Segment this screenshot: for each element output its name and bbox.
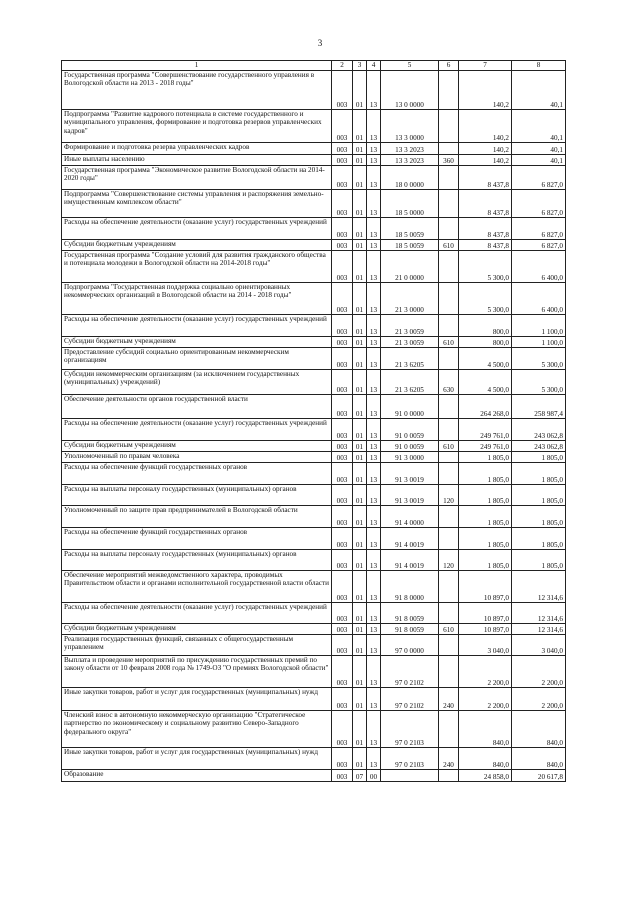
row-value-cell: 1 805,0 [459,506,512,528]
row-value-cell: 91 3 0000 [381,452,439,463]
row-name-cell: Уполномоченный по правам человека [62,452,332,463]
row-name-cell: Уполномоченный по защите прав предпринимателей в Вологодской области [62,506,332,528]
row-value-cell: 1 805,0 [459,550,512,571]
row-value-cell: 2 200,0 [512,656,566,688]
row-value-cell: 40,1 [512,110,566,143]
row-value-cell: 140,2 [459,71,512,110]
row-name-cell: Подпрограмма "Развитие кадрового потенциала в системе государственного и муниципального управления, формирование и подготовка резервов управленческих кадров" [62,110,332,143]
row-value-cell: 21 3 0059 [381,337,439,348]
table-row [62,315,566,337]
row-value-cell: 1 805,0 [512,463,566,485]
table-row [62,463,566,485]
row-name-cell: Субсидии бюджетным учреждениям [62,624,332,635]
row-value-cell: 13 [367,370,381,395]
row-value-cell: 13 [367,603,381,624]
row-value-cell: 01 [353,571,367,603]
row-value-cell: 01 [353,688,367,711]
table-row [62,571,566,603]
row-value-cell: 13 [367,240,381,251]
row-value-cell: 4 500,0 [459,348,512,370]
row-value-cell: 13 [367,348,381,370]
row-value-cell: 243 062,8 [512,441,566,452]
row-value-cell: 01 [353,218,367,240]
row-name-cell: Формирование и подготовка резерва управленческих кадров [62,143,332,155]
row-value-cell: 003 [332,748,353,770]
table-row [62,748,566,770]
row-value-cell: 1 805,0 [459,485,512,506]
row-name-cell: Образование [62,770,332,782]
row-value-cell: 01 [353,441,367,452]
row-value-cell: 01 [353,656,367,688]
row-value-cell: 12 314,6 [512,624,566,635]
row-value-cell: 01 [353,251,367,283]
row-value-cell: 01 [353,337,367,348]
row-value-cell: 140,2 [459,155,512,166]
table-row [62,395,566,419]
row-name-cell: Субсидии бюджетным учреждениям [62,240,332,251]
row-value-cell: 91 8 0059 [381,624,439,635]
row-value-cell: 840,0 [512,748,566,770]
row-value-cell: 13 0 0000 [381,71,439,110]
table-row [62,218,566,240]
row-value-cell: 20 617,8 [512,770,566,782]
table-row [62,143,566,155]
row-name-cell: Иные закупки товаров, работ и услуг для государственных (муниципальных) нужд [62,748,332,770]
row-name-cell: Иные выплаты населению [62,155,332,166]
row-value-cell: 840,0 [459,748,512,770]
row-value-cell: 01 [353,711,367,748]
row-value-cell: 630 [439,370,459,395]
table-row [62,528,566,550]
row-name-cell: Расходы на обеспечение функций государственных органов [62,463,332,485]
row-value-cell: 264 268,0 [459,395,512,419]
row-value-cell: 13 [367,71,381,110]
table-row [62,71,566,110]
row-value-cell: 01 [353,452,367,463]
row-value-cell: 1 805,0 [459,463,512,485]
row-value-cell [439,419,459,441]
row-value-cell: 1 805,0 [512,485,566,506]
table-row [62,452,566,463]
row-value-cell: 1 805,0 [459,452,512,463]
table-row [62,337,566,348]
row-value-cell: 003 [332,190,353,218]
row-value-cell: 01 [353,370,367,395]
row-value-cell: 91 3 0019 [381,463,439,485]
row-value-cell: 003 [332,688,353,711]
table-row [62,166,566,190]
row-value-cell: 00 [367,770,381,782]
row-value-cell: 91 4 0019 [381,528,439,550]
row-value-cell: 6 827,0 [512,166,566,190]
table-row [62,251,566,283]
row-value-cell [439,110,459,143]
row-value-cell: 18 5 0000 [381,190,439,218]
row-value-cell: 13 [367,688,381,711]
row-value-cell: 21 3 0059 [381,315,439,337]
row-value-cell: 003 [332,395,353,419]
table-row [62,485,566,506]
row-name-cell: Предоставление субсидий социально ориентированным некоммерческим организациям [62,348,332,370]
row-value-cell: 13 3 0000 [381,110,439,143]
row-value-cell: 13 3 2023 [381,143,439,155]
row-value-cell: 003 [332,143,353,155]
row-value-cell: 13 [367,395,381,419]
header-cell: 4 [367,61,381,71]
row-value-cell: 01 [353,395,367,419]
row-value-cell: 91 0 0059 [381,441,439,452]
row-value-cell: 13 [367,315,381,337]
row-name-cell: Выплата и проведение мероприятий по присуждению государственных премий по закону области от 10 февраля 2008 года № 1749-ОЗ "О премиях Вологодской области" [62,656,332,688]
row-value-cell: 003 [332,463,353,485]
row-value-cell: 243 062,8 [512,419,566,441]
row-value-cell: 10 897,0 [459,624,512,635]
row-value-cell: 2 200,0 [512,688,566,711]
row-value-cell: 01 [353,240,367,251]
row-value-cell: 91 3 0019 [381,485,439,506]
row-value-cell: 91 8 0059 [381,603,439,624]
row-value-cell: 3 040,0 [459,635,512,656]
table-row [62,635,566,656]
table-row [62,155,566,166]
row-value-cell: 003 [332,711,353,748]
row-value-cell: 5 300,0 [459,283,512,315]
row-value-cell: 13 [367,110,381,143]
row-value-cell: 5 300,0 [512,348,566,370]
row-value-cell: 800,0 [459,315,512,337]
row-value-cell: 249 761,0 [459,441,512,452]
row-value-cell: 13 [367,571,381,603]
row-value-cell: 13 [367,283,381,315]
row-value-cell: 97 0 2102 [381,688,439,711]
row-name-cell: Субсидии бюджетным учреждениям [62,441,332,452]
row-value-cell: 003 [332,635,353,656]
row-value-cell: 840,0 [512,711,566,748]
table-row [62,624,566,635]
page-number: 3 [317,38,323,48]
row-value-cell: 003 [332,337,353,348]
row-value-cell: 120 [439,550,459,571]
row-name-cell: Расходы на обеспечение деятельности (оказание услуг) государственных учреждений [62,218,332,240]
row-value-cell [381,770,439,782]
row-name-cell: Членский взнос в автономную некоммерческую организацию "Стратегическое партнерство по экономическому и социальному развитию Северо-Западного федерального округа" [62,711,332,748]
table-row [62,550,566,571]
row-value-cell [439,528,459,550]
row-value-cell: 13 [367,485,381,506]
row-value-cell: 003 [332,315,353,337]
header-cell: 3 [353,61,367,71]
row-name-cell: Государственная программа "Создание условий для развития гражданского общества и потенциала молодежи в Вологодской области на 2014-2018 годы" [62,251,332,283]
row-value-cell: 13 [367,550,381,571]
row-value-cell: 13 [367,463,381,485]
row-value-cell: 003 [332,283,353,315]
row-value-cell [439,166,459,190]
row-value-cell [439,218,459,240]
row-value-cell: 01 [353,624,367,635]
row-value-cell: 13 [367,748,381,770]
budget-table [61,60,566,782]
row-value-cell: 6 827,0 [512,190,566,218]
row-value-cell: 6 400,0 [512,251,566,283]
row-value-cell: 13 [367,166,381,190]
row-value-cell: 3 040,0 [512,635,566,656]
row-name-cell: Иные закупки товаров, работ и услуг для государственных (муниципальных) нужд [62,688,332,711]
table-row [62,711,566,748]
table-row [62,283,566,315]
row-value-cell: 2 200,0 [459,688,512,711]
row-value-cell: 003 [332,441,353,452]
row-value-cell: 01 [353,71,367,110]
table-row [62,190,566,218]
row-value-cell: 01 [353,283,367,315]
row-value-cell: 4 500,0 [459,370,512,395]
row-value-cell [439,656,459,688]
table-row [62,603,566,624]
row-value-cell: 01 [353,485,367,506]
row-value-cell: 13 [367,143,381,155]
row-value-cell: 003 [332,603,353,624]
row-value-cell: 13 3 2023 [381,155,439,166]
row-value-cell [439,635,459,656]
row-name-cell: Реализация государственных функций, связанных с общегосударственным управлением [62,635,332,656]
row-value-cell: 13 [367,656,381,688]
row-value-cell: 003 [332,452,353,463]
row-value-cell: 07 [353,770,367,782]
row-name-cell: Расходы на обеспечение деятельности (оказание услуг) государственных учреждений [62,603,332,624]
row-value-cell: 13 [367,506,381,528]
row-value-cell: 97 0 2103 [381,748,439,770]
row-value-cell [439,71,459,110]
row-value-cell: 5 300,0 [459,251,512,283]
row-value-cell: 18 5 0059 [381,240,439,251]
row-value-cell: 1 805,0 [512,506,566,528]
row-value-cell: 97 0 2103 [381,711,439,748]
row-value-cell [439,571,459,603]
table-row [62,688,566,711]
row-value-cell: 13 [367,635,381,656]
row-value-cell: 240 [439,748,459,770]
row-value-cell: 91 4 0000 [381,506,439,528]
row-name-cell: Государственная программа "Экономическое развитие Вологодской области на 2014-2020 годы" [62,166,332,190]
row-value-cell: 01 [353,166,367,190]
row-value-cell: 91 0 0059 [381,419,439,441]
row-name-cell: Субсидии некоммерческим организациям (за исключением государственных (муниципальных) учреждений) [62,370,332,395]
header-cell: 8 [512,61,566,71]
row-value-cell: 249 761,0 [459,419,512,441]
row-name-cell: Подпрограмма "Совершенствование системы управления и распоряжения земельно-имущественным комплексом области" [62,190,332,218]
row-value-cell: 360 [439,155,459,166]
row-value-cell: 01 [353,550,367,571]
row-value-cell: 003 [332,155,353,166]
row-value-cell: 6 827,0 [512,218,566,240]
row-value-cell: 40,1 [512,143,566,155]
row-value-cell: 13 [367,419,381,441]
row-value-cell: 01 [353,110,367,143]
row-value-cell: 01 [353,635,367,656]
row-value-cell: 8 437,8 [459,240,512,251]
row-value-cell: 8 437,8 [459,166,512,190]
row-value-cell [439,603,459,624]
row-value-cell: 003 [332,656,353,688]
row-value-cell: 10 897,0 [459,571,512,603]
row-value-cell: 01 [353,155,367,166]
row-value-cell [439,463,459,485]
row-value-cell: 01 [353,748,367,770]
row-value-cell: 120 [439,485,459,506]
header-cell: 7 [459,61,512,71]
row-value-cell: 1 805,0 [512,528,566,550]
row-value-cell: 13 [367,251,381,283]
header-cell: 5 [381,61,439,71]
row-value-cell: 1 100,0 [512,315,566,337]
row-value-cell: 003 [332,348,353,370]
row-value-cell [439,506,459,528]
row-name-cell: Обеспечение мероприятий межведомственного характера, проводимых Правительством области и органами исполнительной государственной власти области [62,571,332,603]
row-value-cell: 610 [439,240,459,251]
header-row [62,61,566,71]
row-value-cell: 1 805,0 [459,528,512,550]
row-value-cell: 13 [367,190,381,218]
row-value-cell: 2 200,0 [459,656,512,688]
row-value-cell [439,190,459,218]
row-value-cell: 21 0 0000 [381,251,439,283]
row-value-cell: 840,0 [459,711,512,748]
row-value-cell: 01 [353,190,367,218]
row-value-cell: 24 858,0 [459,770,512,782]
row-value-cell: 1 805,0 [512,550,566,571]
row-value-cell: 003 [332,485,353,506]
row-value-cell: 01 [353,528,367,550]
row-value-cell: 8 437,8 [459,190,512,218]
row-value-cell: 21 3 6205 [381,348,439,370]
row-value-cell: 01 [353,506,367,528]
row-value-cell: 258 987,4 [512,395,566,419]
row-value-cell: 003 [332,166,353,190]
row-value-cell: 01 [353,463,367,485]
row-value-cell: 91 8 0000 [381,571,439,603]
table-row [62,770,566,782]
row-value-cell: 003 [332,624,353,635]
row-value-cell: 003 [332,550,353,571]
table-row [62,110,566,143]
table-row [62,656,566,688]
row-value-cell: 91 4 0019 [381,550,439,571]
header-cell: 1 [62,61,332,71]
header-cell: 6 [439,61,459,71]
row-value-cell: 5 300,0 [512,370,566,395]
row-value-cell: 003 [332,770,353,782]
row-name-cell: Обеспечение деятельности органов государственной власти [62,395,332,419]
row-name-cell: Подпрограмма "Государственная поддержка социально ориентированных некоммерческих организаций в Вологодской области на 2014 - 2018 годы" [62,283,332,315]
row-name-cell: Расходы на выплаты персоналу государственных (муниципальных) органов [62,485,332,506]
row-value-cell: 21 3 6205 [381,370,439,395]
row-value-cell: 003 [332,571,353,603]
row-value-cell: 6 827,0 [512,240,566,251]
row-value-cell: 610 [439,441,459,452]
table-row [62,240,566,251]
row-value-cell: 003 [332,218,353,240]
row-value-cell: 1 100,0 [512,337,566,348]
row-value-cell: 13 [367,624,381,635]
row-value-cell: 21 3 0000 [381,283,439,315]
row-value-cell: 240 [439,688,459,711]
row-value-cell: 13 [367,337,381,348]
row-value-cell: 610 [439,337,459,348]
row-value-cell: 01 [353,603,367,624]
row-value-cell [439,770,459,782]
row-value-cell: 1 805,0 [512,452,566,463]
row-value-cell: 003 [332,370,353,395]
row-value-cell: 18 0 0000 [381,166,439,190]
row-value-cell: 003 [332,419,353,441]
header-cell: 2 [332,61,353,71]
row-value-cell: 40,1 [512,155,566,166]
row-value-cell: 01 [353,419,367,441]
table-row [62,348,566,370]
row-value-cell: 610 [439,624,459,635]
row-value-cell: 01 [353,143,367,155]
row-value-cell [439,348,459,370]
row-name-cell: Расходы на обеспечение деятельности (оказание услуг) государственных учреждений [62,419,332,441]
row-value-cell: 13 [367,711,381,748]
row-value-cell: 13 [367,441,381,452]
row-value-cell: 800,0 [459,337,512,348]
row-value-cell [439,143,459,155]
row-value-cell: 10 897,0 [459,603,512,624]
row-value-cell [439,395,459,419]
row-value-cell: 003 [332,110,353,143]
row-value-cell [439,315,459,337]
row-value-cell: 12 314,6 [512,603,566,624]
row-value-cell: 140,2 [459,143,512,155]
row-name-cell: Расходы на выплаты персоналу государственных (муниципальных) органов [62,550,332,571]
table-row [62,370,566,395]
table-row [62,441,566,452]
row-value-cell: 18 5 0059 [381,218,439,240]
row-value-cell: 97 0 2102 [381,656,439,688]
row-value-cell: 13 [367,218,381,240]
row-value-cell: 97 0 0000 [381,635,439,656]
row-value-cell: 13 [367,528,381,550]
row-name-cell: Расходы на обеспечение функций государственных органов [62,528,332,550]
row-value-cell: 12 314,6 [512,571,566,603]
row-value-cell [439,711,459,748]
row-value-cell: 40,1 [512,71,566,110]
row-value-cell: 003 [332,528,353,550]
row-value-cell: 6 400,0 [512,283,566,315]
row-value-cell: 01 [353,348,367,370]
row-value-cell: 003 [332,71,353,110]
row-value-cell [439,251,459,283]
row-value-cell: 140,2 [459,110,512,143]
row-value-cell: 8 437,8 [459,218,512,240]
table-row [62,419,566,441]
row-value-cell: 13 [367,155,381,166]
row-value-cell [439,283,459,315]
row-name-cell: Государственная программа "Совершенствование государственного управления в Вологодской области на 2013 - 2018 годы" [62,71,332,110]
row-name-cell: Субсидии бюджетным учреждениям [62,337,332,348]
row-value-cell [439,452,459,463]
table-row [62,506,566,528]
row-value-cell: 01 [353,315,367,337]
row-value-cell: 91 0 0000 [381,395,439,419]
row-name-cell: Расходы на обеспечение деятельности (оказание услуг) государственных учреждений [62,315,332,337]
row-value-cell: 003 [332,240,353,251]
row-value-cell: 13 [367,452,381,463]
row-value-cell: 003 [332,506,353,528]
row-value-cell: 003 [332,251,353,283]
